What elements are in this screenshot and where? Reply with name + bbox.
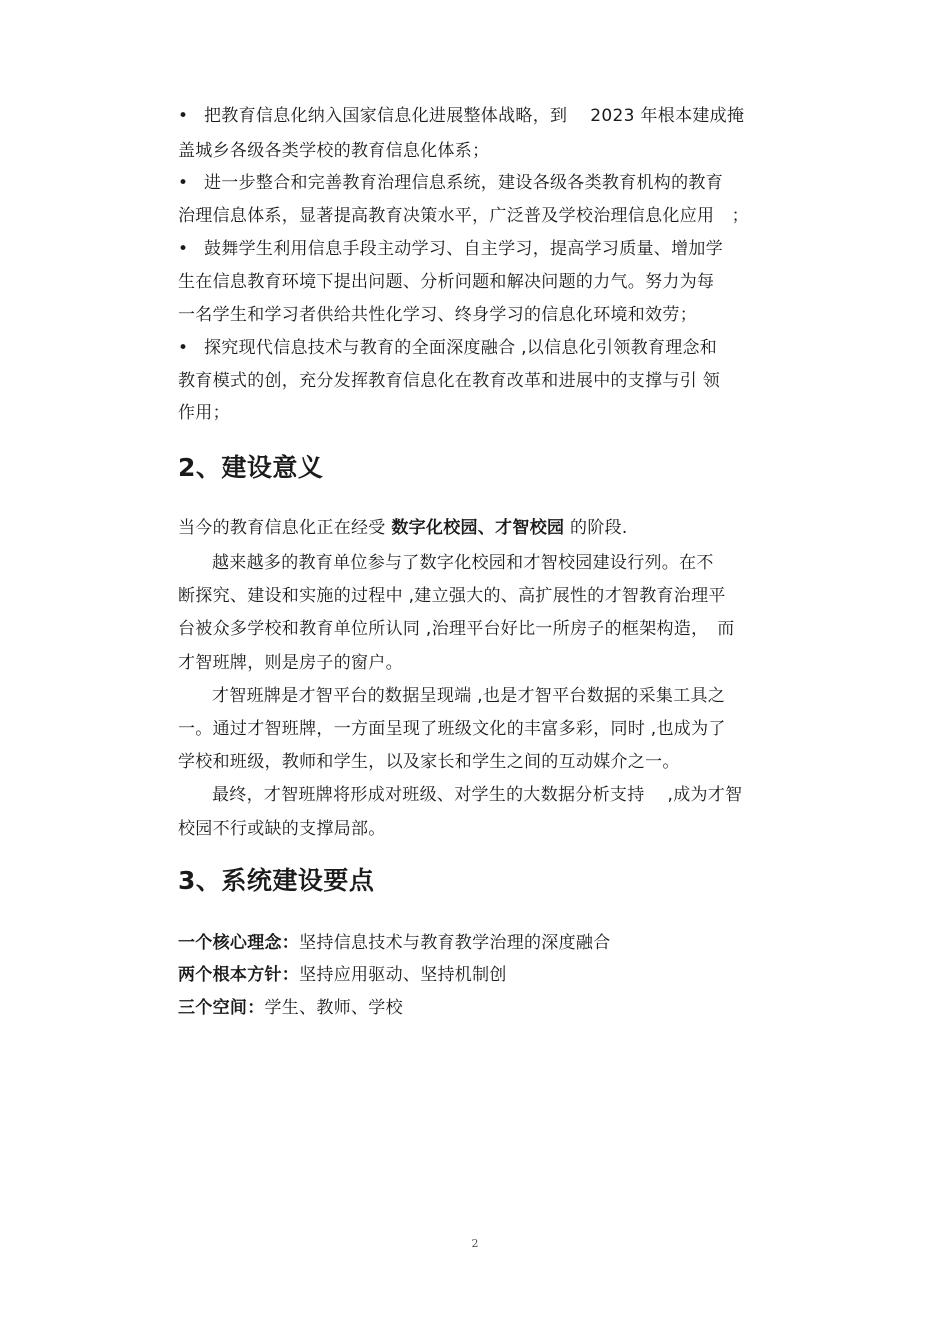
section-2-para-2-line-1: 才智班牌是才智平台的数据呈现端 ,也是才智平台数据的采集工具之: [212, 686, 726, 706]
section-2-intro: [178, 516, 628, 540]
bullet-4-line-1: [178, 336, 717, 360]
key-point-label: 三个空间：: [178, 998, 265, 1018]
bullet-text: 探究现代信息技术与教育的全面深度融合 ,以信息化引领教育理念和: [204, 338, 718, 358]
section-2-para-3-line-1: 最终，才智班牌将形成对班级、对学生的大数据分析支持 ,成为才智: [212, 785, 743, 805]
page-number: 2: [471, 1237, 479, 1250]
bullet-marker: •: [178, 106, 189, 126]
section-2-para-2-line-3: 学校和班级，教师和学生，以及家长和学生之间的互动媒介之一。: [178, 752, 680, 772]
bullet-text: 鼓舞学生利用信息手段主动学习、自主学习，提高学习质量、增加学: [204, 239, 723, 259]
key-point-label: 一个核心理念：: [178, 933, 300, 953]
key-point-1: [178, 931, 611, 955]
intro-suffix: 的阶段.: [564, 518, 628, 538]
bullet-marker: •: [178, 338, 189, 358]
bullet-2-line-1: [178, 171, 723, 195]
bullet-3-line-1: [178, 237, 723, 261]
section-2-para-1-line-4: 才智班牌，则是房子的窗户。: [178, 653, 403, 673]
bullet-4-line-3: 作用；: [178, 403, 230, 423]
key-point-label: 两个根本方针：: [178, 965, 300, 985]
key-point-2: [178, 963, 507, 987]
bullet-1-line-1: [178, 104, 744, 128]
bullet-text: 把教育信息化纳入国家信息化进展整体战略，到 2023 年根本建成掩: [204, 106, 745, 126]
section-2-para-1-line-1: 越来越多的教育单位参与了数字化校园和才智校园建设行列。在不: [212, 553, 714, 573]
section-2-heading: 2、建设意义: [178, 453, 324, 482]
bullet-text: 进一步整合和完善教育治理信息系统，建设各级各类教育机构的教育: [204, 173, 723, 193]
bullet-marker: •: [178, 173, 189, 193]
bullet-3-line-2: 生在信息教育环境下提出问题、分析问题和解决问题的力气。努力为每: [178, 272, 715, 292]
key-point-text: 坚持信息技术与教育教学治理的深度融合: [299, 933, 611, 953]
key-point-text: 学生、教师、学校: [264, 998, 403, 1018]
section-2-para-2-line-2: 一。通过才智班牌，一方面呈现了班级文化的丰富多彩，同时 ,也成为了: [178, 719, 726, 739]
key-point-3: [178, 996, 403, 1020]
bullet-3-line-3: 一名学生和学习者供给共性化学习、终身学习的信息化环境和效劳；: [178, 305, 697, 325]
section-2-para-1-line-2: 断探究、建设和实施的过程中 ,建立强大的、高扩展性的才智教育治理平: [178, 586, 726, 606]
bullet-marker: •: [178, 239, 189, 259]
section-2-para-3-line-2: 校园不行或缺的支撑局部。: [178, 819, 386, 839]
bullet-2-line-2: 治理信息体系，显著提高教育决策水平，广泛普及学校治理信息化应用 ；: [178, 206, 749, 226]
section-2-para-1-line-3: 台被众多学校和教育单位所认同 ,治理平台好比一所房子的框架构造， 而: [178, 619, 735, 639]
intro-prefix: 当今的教育信息化正在经受: [178, 518, 392, 538]
intro-emphasis: 数字化校园、才智校园: [391, 518, 565, 538]
bullet-4-line-2: 教育模式的创，充分发挥教育信息化在教育改革和进展中的支撑与引 领: [178, 371, 721, 391]
key-point-text: 坚持应用驱动、坚持机制创: [299, 965, 507, 985]
bullet-1-line-2: 盖城乡各级各类学校的教育信息化体系；: [178, 141, 490, 161]
section-3-heading: 3、系统建设要点: [178, 866, 375, 895]
